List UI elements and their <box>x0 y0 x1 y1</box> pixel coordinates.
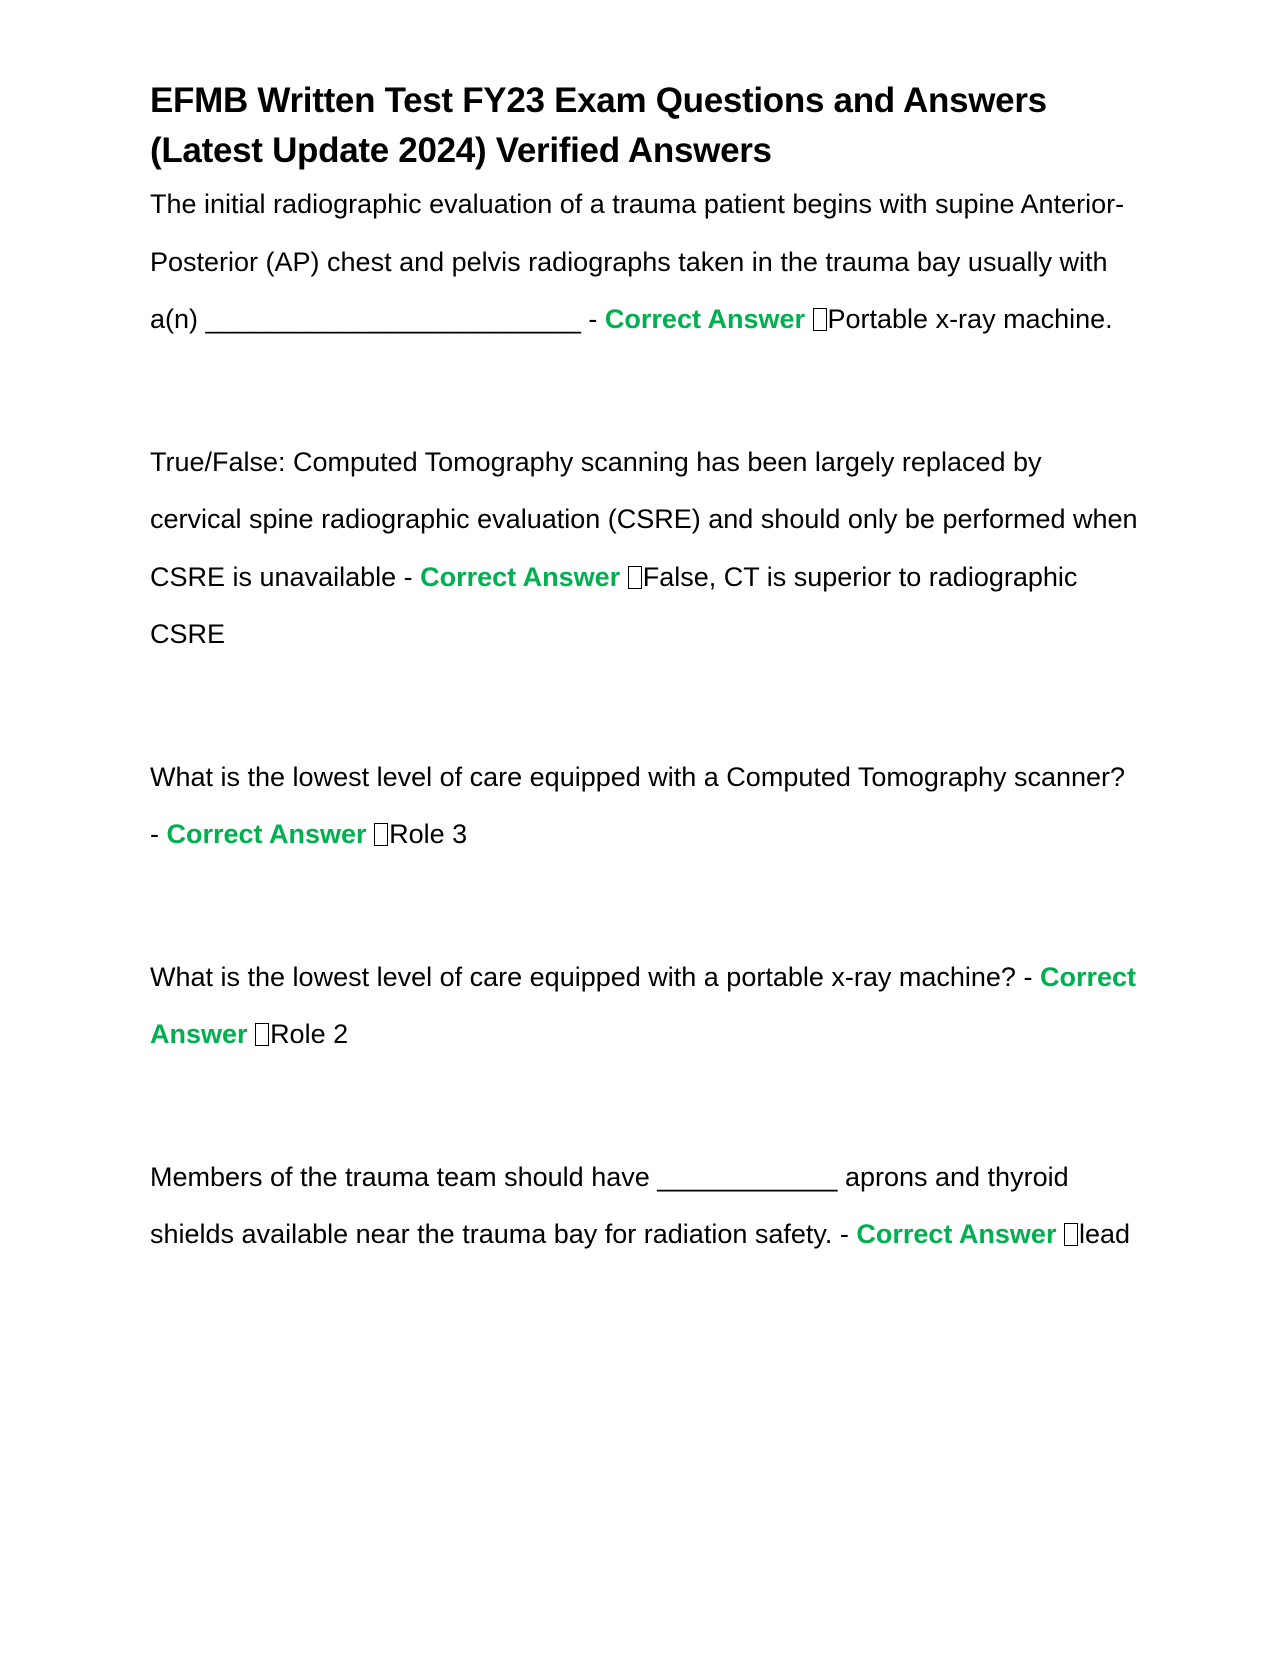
separator: - <box>396 561 421 592</box>
missing-glyph-icon <box>1064 1223 1078 1246</box>
qa-item <box>150 434 1140 664</box>
question-text: What is the lowest level of care equipped with a Computed Tomography scanner? <box>150 761 1126 792</box>
question-text: True/False: Computed Tomography scanning has been largely replaced by cervical spine radiographic evaluation (CSRE) and should only be performed when CSRE is unavailable <box>150 446 1138 592</box>
question-text: The initial radiographic evaluation of a trauma patient begins with supine Anterior- Posterior (AP) chest and pelvis radiographs taken in the trauma bay usually with a(n) _________________________ <box>150 189 1125 334</box>
correct-answer-label: Correct Answer <box>166 819 367 849</box>
separator: - <box>1015 961 1040 992</box>
answer-text: lead <box>1078 1219 1131 1249</box>
separator: - <box>150 819 167 849</box>
missing-glyph-icon <box>813 308 827 331</box>
question-text: What is the lowest level of care equipped with a portable x-ray machine? <box>150 961 1016 992</box>
qa-item <box>150 949 1140 1064</box>
answer-text: False, CT is superior to radiographic CSRE <box>150 561 1078 649</box>
missing-glyph-icon <box>374 823 388 846</box>
missing-glyph-icon <box>255 1023 269 1046</box>
missing-glyph-icon <box>628 566 642 589</box>
document-title: EFMB Written Test FY23 Exam Questions and Answers (Latest Update 2024) Verified Answers <box>150 81 1047 170</box>
qa-item <box>150 176 1140 349</box>
correct-answer-label: Correct Answer <box>604 304 805 334</box>
correct-answer-label: Correct Answer <box>420 561 621 592</box>
question-text: Members of the trauma team should have ____________ aprons and thyroid shields available near the trauma bay for radiation safety. <box>150 1161 1069 1249</box>
answer-text: Role 2 <box>270 1019 349 1049</box>
separator: - <box>832 1219 857 1249</box>
answer-text: Role 3 <box>389 819 468 849</box>
document-page <box>150 76 1140 1264</box>
separator: - <box>580 304 605 334</box>
correct-answer-label: Correct Answer <box>150 961 1136 1049</box>
qa-item <box>150 749 1140 864</box>
qa-item <box>150 1149 1140 1264</box>
answer-text: Portable x-ray machine. <box>827 304 1113 334</box>
correct-answer-label: Correct Answer <box>856 1219 1057 1249</box>
